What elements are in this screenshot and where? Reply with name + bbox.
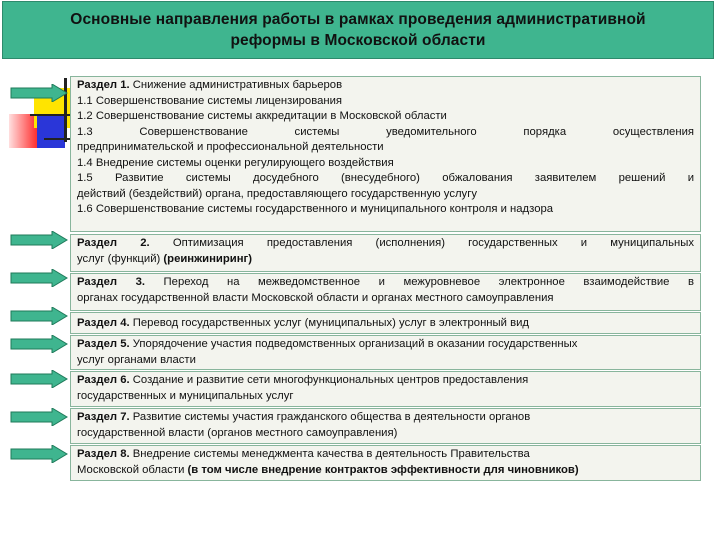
section-7-line: государственной власти (органов местного самоуправления) xyxy=(77,426,398,439)
section-6-line: Раздел 6. Создание и развитие сети многофункциональных центров предоставления xyxy=(77,374,529,386)
section-5 xyxy=(70,335,701,370)
section-3 xyxy=(70,273,701,311)
section-7 xyxy=(70,408,701,444)
section-8-line: Московской области (в том числе внедрение контрактов эффективности для чиновников) xyxy=(77,463,579,476)
arrow-right-icon xyxy=(10,335,68,353)
arrow-right-icon xyxy=(10,370,68,388)
section-6-line: государственных и муниципальных услуг xyxy=(77,389,294,402)
section-6 xyxy=(70,371,701,407)
decorative-blue-square xyxy=(37,114,65,148)
section-3-line: органах государственной власти Московской области и органах местного самоуправления xyxy=(77,291,554,304)
section-5-line: услуг органами власти xyxy=(77,353,196,366)
section-1 xyxy=(70,76,701,232)
section-2-head: Раздел 2. xyxy=(77,237,150,249)
section-1-line: Раздел 1. Снижение административных барьеров xyxy=(77,79,343,91)
section-8 xyxy=(70,445,701,481)
section-1-line: 1.2 Совершенствование системы аккредитации в Московской области xyxy=(77,110,447,122)
section-5-line: Раздел 5. Упорядочение участия подведомственных организаций в оказании государственных xyxy=(77,338,578,350)
section-8-head: Раздел 8. xyxy=(77,448,130,460)
arrow-right-icon xyxy=(10,307,68,325)
section-7-line: Раздел 7. Развитие системы участия гражданского общества в деятельности органов xyxy=(77,411,531,423)
section-4-head: Раздел 4. xyxy=(77,317,130,329)
title-line-2: реформы в Московской области xyxy=(230,32,486,49)
arrow-right-icon xyxy=(10,445,68,463)
section-3-line: Раздел 3. Переход на межведомственное и межуровневое электронное взаимодействие в xyxy=(77,276,694,288)
section-1-line: 1.6 Совершенствование системы государственного и муниципального контроля и надзора xyxy=(77,203,554,215)
section-8-bold-tail: (в том числе внедрение контрактов эффективности для чиновников) xyxy=(187,463,579,476)
section-1-line: 1.3 Совершенствование системы уведомительного порядка осуществления xyxy=(77,125,694,138)
section-1-head: Раздел 1. xyxy=(77,79,130,91)
section-1-line: 1.5 Развитие системы досудебного (внесудебного) обжалования заявителем решений и xyxy=(77,172,694,184)
section-1-line: 1.4 Внедрение системы оценки регулирующего воздействия xyxy=(77,156,394,169)
section-7-head: Раздел 7. xyxy=(77,411,130,423)
section-2-line: Раздел 2. Оптимизация предоставления (исполнения) государственных и муниципальных xyxy=(77,237,694,249)
section-2-line: услуг (функций) (реинжиниринг) xyxy=(77,252,252,265)
section-2 xyxy=(70,234,701,272)
section-4-line: Раздел 4. Перевод государственных услуг (муниципальных) услуг в электронный вид xyxy=(77,317,530,329)
section-6-head: Раздел 6. xyxy=(77,374,130,386)
section-1-line: предпринимательской и профессиональной деятельности xyxy=(77,141,384,153)
arrow-right-icon xyxy=(10,231,68,249)
arrow-right-icon xyxy=(10,84,68,102)
page-title xyxy=(2,1,714,59)
section-3-head: Раздел 3. xyxy=(77,276,146,288)
section-4 xyxy=(70,312,701,334)
title-line-1: Основные направления работы в рамках проведения административной xyxy=(70,11,646,28)
section-2-bold-tail: (реинжиниринг) xyxy=(163,252,252,265)
section-8-line: Раздел 8. Внедрение системы менеджмента качества в деятельность Правительства xyxy=(77,448,530,460)
arrow-right-icon xyxy=(10,269,68,287)
section-5-head: Раздел 5. xyxy=(77,338,130,350)
section-1-line: 1.1 Совершенствование системы лицензирования xyxy=(77,94,343,107)
arrow-right-icon xyxy=(10,408,68,426)
section-1-line: действий (бездействий) органа, предоставляющего государственную услугу xyxy=(77,187,477,200)
